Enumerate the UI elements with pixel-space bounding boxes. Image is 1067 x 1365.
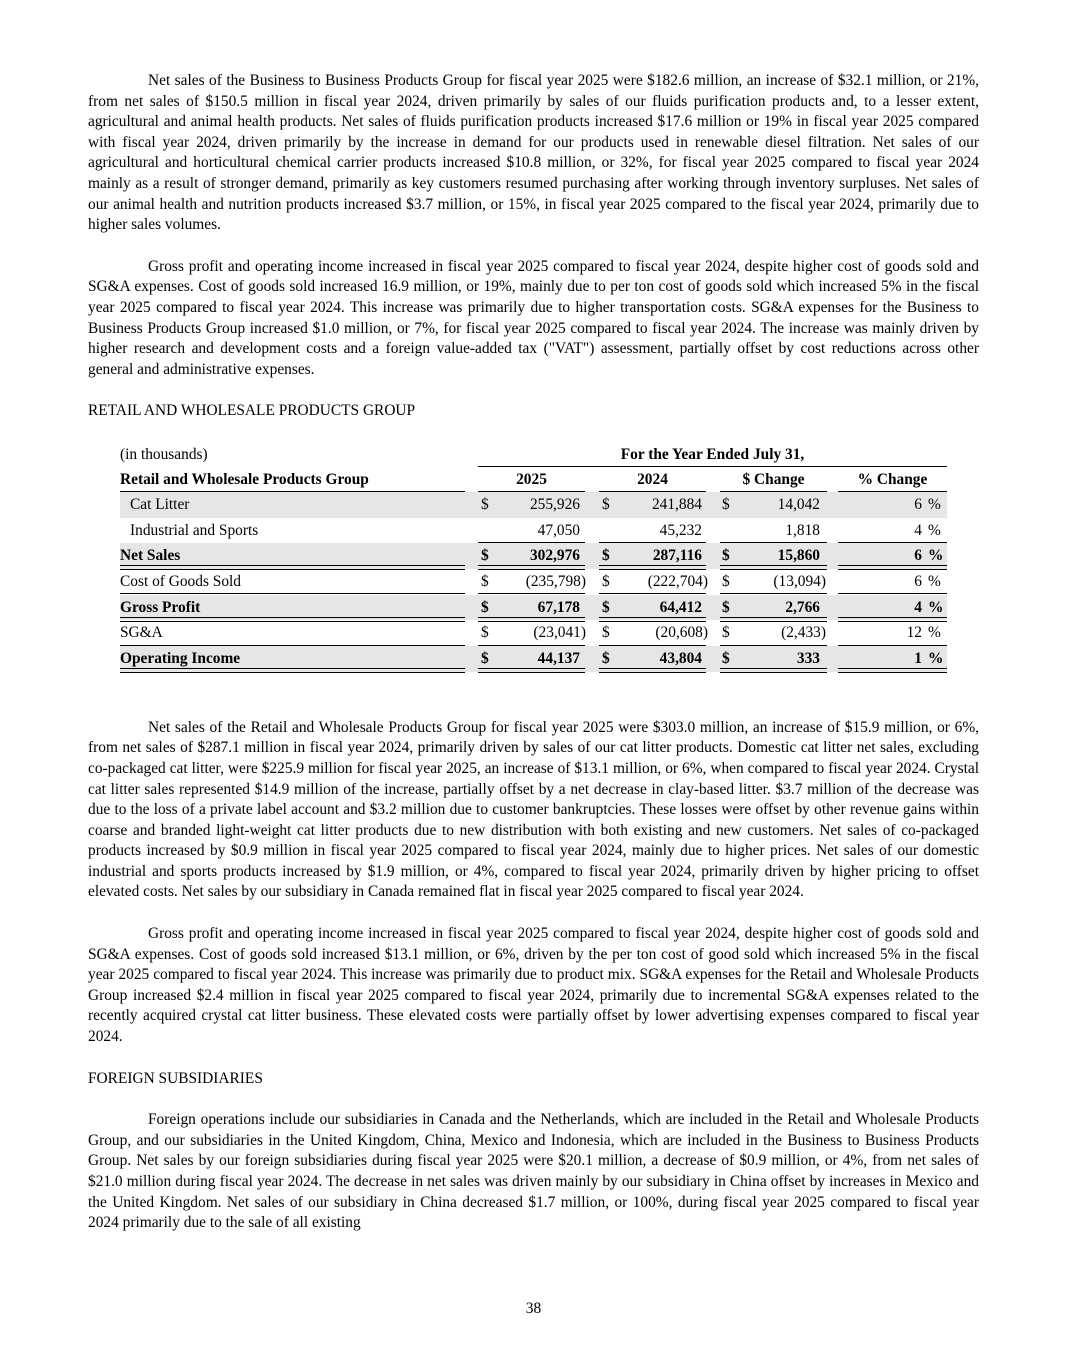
table-row bbox=[120, 646, 947, 672]
dollar-sign: $ bbox=[481, 572, 489, 590]
retail-results-table bbox=[120, 443, 947, 672]
pct-sign: % bbox=[928, 547, 944, 565]
row-label: Net Sales bbox=[120, 547, 181, 565]
pct-sign: % bbox=[928, 598, 944, 616]
col-header-change: $ Change bbox=[742, 470, 805, 488]
pct-sign: % bbox=[928, 521, 941, 539]
table-row bbox=[120, 620, 947, 646]
value-2024: 64,412 bbox=[659, 598, 702, 616]
page-number: 38 bbox=[525, 1300, 542, 1317]
dollar-sign: $ bbox=[481, 650, 489, 668]
value-change: 14,042 bbox=[777, 495, 820, 513]
retail-section-heading: RETAIL AND WHOLESALE PRODUCTS GROUP bbox=[88, 402, 416, 420]
total-double-rule bbox=[720, 668, 827, 673]
value-2025: 44,137 bbox=[537, 650, 580, 668]
value-2025: (235,798) bbox=[525, 572, 586, 590]
value-2025: 255,926 bbox=[529, 495, 580, 513]
table-period-header: For the Year Ended July 31, bbox=[620, 445, 805, 463]
value-2025: (23,041) bbox=[533, 624, 586, 642]
dollar-sign: $ bbox=[602, 495, 610, 513]
table-row bbox=[120, 543, 947, 569]
value-pct: 4 bbox=[914, 521, 922, 539]
dollar-sign: $ bbox=[481, 598, 489, 616]
table-group-header: Retail and Wholesale Products Group bbox=[120, 470, 369, 488]
total-double-rule bbox=[599, 668, 706, 673]
value-pct: 6 bbox=[914, 572, 922, 590]
total-double-rule bbox=[838, 668, 947, 673]
row-label: Gross Profit bbox=[120, 598, 201, 616]
table-row bbox=[120, 569, 947, 595]
total-double-rule bbox=[478, 668, 585, 673]
dollar-sign: $ bbox=[602, 572, 610, 590]
table-row bbox=[120, 492, 947, 518]
dollar-sign: $ bbox=[602, 547, 610, 565]
retail-gross-profit-paragraph: Gross profit and operating income increased in fiscal year 2025 compared to fiscal year 2024, despite higher cost of goods sold and SG&A expenses. Cost of goods sold increased $13.1 million, or 6%, driven by the per ton cost of good sold which increased 5% in the fiscal year 2025 compared to fiscal year 2024. This increase was primarily due to product mix. SG&A expenses for the Retail and Wholesale Products Group increased $2.4 million in fiscal year 2025 compared to fiscal year 2024, primarily due to incremental SG&A expenses related to the recently acquired crystal cat litter business. These elevated costs were partially offset by lower advertising expenses compared to fiscal year 2024. bbox=[88, 925, 979, 1046]
value-change: (13,094) bbox=[773, 572, 826, 590]
pct-sign: % bbox=[928, 650, 944, 668]
col-header-pct-change: % Change bbox=[857, 470, 928, 488]
dollar-sign: $ bbox=[722, 572, 730, 590]
dollar-sign: $ bbox=[722, 547, 730, 565]
row-label: Industrial and Sports bbox=[130, 521, 259, 539]
value-2025: 302,976 bbox=[529, 547, 580, 565]
row-label: Operating Income bbox=[120, 650, 241, 668]
col-header-2025: 2025 bbox=[516, 470, 547, 488]
value-2024: 45,232 bbox=[659, 521, 702, 539]
dollar-sign: $ bbox=[722, 650, 730, 668]
value-change: 333 bbox=[796, 650, 820, 668]
value-change: (2,433) bbox=[781, 624, 826, 642]
value-2024: 43,804 bbox=[659, 650, 702, 668]
dollar-sign: $ bbox=[602, 624, 610, 642]
dollar-sign: $ bbox=[481, 547, 489, 565]
dollar-sign: $ bbox=[722, 598, 730, 616]
value-pct: 4 bbox=[914, 598, 922, 616]
foreign-subsidiaries-paragraph: Foreign operations include our subsidiaries in Canada and the Netherlands, which are included in the Retail and Wholesale Products Group, and our subsidiaries in the United Kingdom, China, Mexico and Indonesia, which are included in the Business to Business Products Group. Net sales by our foreign subsidiaries during fiscal year 2025 were $20.1 million, a decrease of $0.9 million, or 4%, from net sales of $21.0 million during fiscal year 2024. The decrease in net sales was driven mainly by our subsidiary in China offset by increases in Mexico and the United Kingdom. Net sales of our subsidiary in China decreased $1.7 million, or 100%, during fiscal year 2025 compared to fiscal year 2024 primarily due to the sale of all existing bbox=[88, 1111, 979, 1232]
dollar-sign: $ bbox=[481, 495, 489, 513]
value-change: 15,860 bbox=[777, 547, 820, 565]
table-units-label: (in thousands) bbox=[120, 445, 208, 463]
dollar-sign: $ bbox=[602, 598, 610, 616]
value-change: 2,766 bbox=[785, 598, 820, 616]
value-2024: 241,884 bbox=[651, 495, 702, 513]
value-2024: (222,704) bbox=[647, 572, 708, 590]
b2b-net-sales-paragraph: Net sales of the Business to Business Products Group for fiscal year 2025 were $182.6 million, an increase of $32.1 million, or 21%, from net sales of $150.5 million in fiscal year 2024, driven primarily by sales of our fluids purification products and, to a lesser extent, agricultural and animal health products. Net sales of fluids purification products increased $17.6 million or 19% in fiscal year 2025 compared with fiscal year 2024, driven primarily by the increase in demand for our products used in renewable diesel filtration. Net sales of our agricultural and horticultural chemical carrier products increased $10.8 million, or 32%, for fiscal year 2025 compared to fiscal year 2024 mainly as a result of stronger demand, primarily as key customers resumed purchasing after working through inventory surpluses. Net sales of our animal health and nutrition products increased $3.7 million, or 15%, in fiscal year 2025 compared to the fiscal year 2024, primarily due to higher sales volumes. bbox=[88, 72, 979, 234]
value-2025: 47,050 bbox=[537, 521, 580, 539]
row-label: Cat Litter bbox=[130, 495, 190, 513]
dollar-sign: $ bbox=[722, 624, 730, 642]
b2b-gross-profit-paragraph: Gross profit and operating income increased in fiscal year 2025 compared to fiscal year 2024, despite higher cost of goods sold and SG&A expenses. Cost of goods sold increased 16.9 million, or 19%, mainly due to per ton cost of goods sold which increased 5% in the fiscal year 2025 compared to fiscal year 2024. This increase was primarily due to higher transportation costs. SG&A expenses for the Business to Business Products Group increased $1.0 million, or 7%, for fiscal year 2025 compared to fiscal year 2024. The increase was mainly driven by higher research and development costs and a foreign value-added tax ("VAT") assessment, partially offset by cost reductions across other general and administrative expenses. bbox=[88, 257, 979, 378]
value-pct: 1 bbox=[914, 650, 922, 668]
value-2025: 67,178 bbox=[537, 598, 580, 616]
pct-sign: % bbox=[928, 624, 941, 642]
row-label: Cost of Goods Sold bbox=[120, 572, 242, 590]
dollar-sign: $ bbox=[481, 624, 489, 642]
dollar-sign: $ bbox=[602, 650, 610, 668]
total-double-rule bbox=[120, 668, 465, 673]
table-row bbox=[120, 595, 947, 621]
value-pct: 12 bbox=[906, 624, 922, 642]
value-2024: (20,608) bbox=[655, 624, 708, 642]
document-page bbox=[88, 71, 979, 1234]
row-label: SG&A bbox=[120, 624, 163, 642]
value-pct: 6 bbox=[914, 547, 922, 565]
value-change: 1,818 bbox=[785, 521, 820, 539]
table-row bbox=[120, 518, 947, 544]
value-pct: 6 bbox=[914, 495, 922, 513]
value-2024: 287,116 bbox=[652, 547, 702, 565]
dollar-sign: $ bbox=[722, 495, 730, 513]
retail-net-sales-paragraph: Net sales of the Retail and Wholesale Products Group for fiscal year 2025 were $303.0 million, an increase of $15.9 million, or 6%, from net sales of $287.1 million in fiscal year 2024, primarily driven by sales of our cat litter products. Domestic cat litter net sales, excluding co-packaged cat litter, were $225.9 million for fiscal year 2025, an increase of $13.1 million, or 6%, when compared to fiscal year 2024. Crystal cat litter sales represented $14.9 million of the increase, partially offset by a net decrease in clay-based litter. $3.7 million of the decrease was due to the loss of a private label account and $3.2 million due to customer bankruptcies. These losses were offset by other revenue gains within coarse and branded light-weight cat litter products due to new distribution with both existing and new customers. Net sales of co-packaged products increased by $0.9 million in fiscal year 2025 compared to fiscal year 2024, mainly due to higher prices. Net sales of our domestic industrial and sports products increased by $1.9 million, or 4%, compared to fiscal year 2024, primarily driven by higher pricing to offset elevated costs. Net sales by our subsidiary in Canada remained flat in fiscal year 2025 compared to fiscal year 2024. bbox=[88, 718, 979, 901]
col-header-2024: 2024 bbox=[637, 470, 668, 488]
foreign-section-heading: FOREIGN SUBSIDIARIES bbox=[88, 1069, 263, 1087]
pct-sign: % bbox=[928, 495, 941, 513]
pct-sign: % bbox=[928, 572, 941, 590]
